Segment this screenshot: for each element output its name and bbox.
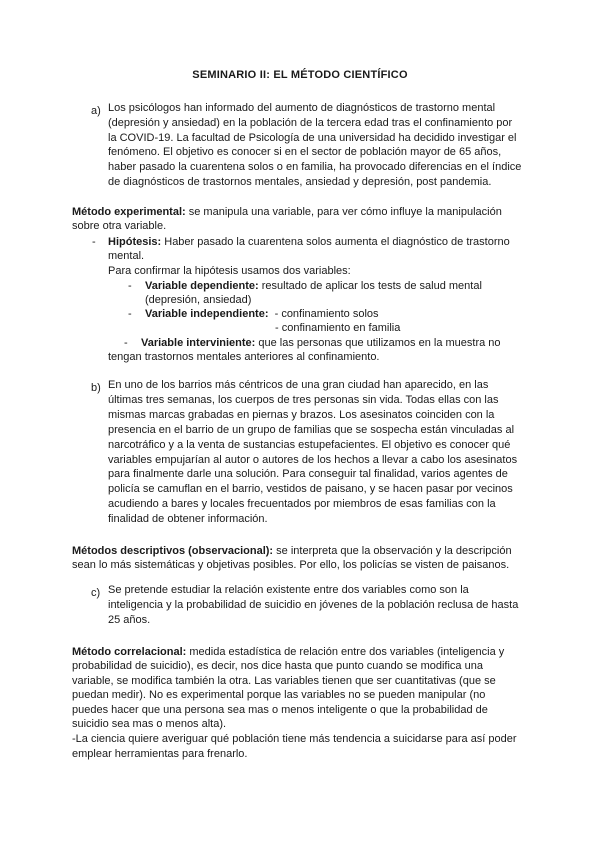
experimental-line-1 bbox=[72, 205, 502, 219]
hypothesis-line-1 bbox=[108, 235, 510, 249]
item-b-line: últimas tres semanas, los cuerpos de tres personas sin vida. Todas ellas con las bbox=[108, 393, 499, 406]
item-b-line: narcotráfico y a la venta de sustancias estupefacientes. El objetivo es conocer qué bbox=[108, 438, 511, 451]
item-b-marker: b) bbox=[91, 382, 101, 394]
correlational-line: puedes hacer que una persona sea mas o menos inteligente o que la probabilidad de bbox=[72, 703, 488, 716]
experimental-text: se manipula una variable, para ver cómo influye la manipulación bbox=[185, 206, 502, 218]
descriptive-label: Métodos descriptivos (observacional): bbox=[72, 545, 274, 557]
item-a-text bbox=[108, 101, 521, 190]
item-a-line: la COVID-19. La facultad de Psicología de una universidad ha decidido investigar el bbox=[108, 131, 517, 144]
dependent-text: resultado de aplicar los tests de salud mental bbox=[261, 280, 482, 292]
document-title: SEMINARIO II: EL MÉTODO CIENTÍFICO bbox=[192, 69, 408, 81]
correlational-line: probabilidad de suicidio), es decir, nos dice hasta que punto cuando se modifica una bbox=[72, 660, 483, 672]
correlational-line: emplear herramientas para frenarlo. bbox=[72, 747, 248, 760]
item-a-line: de diagnósticos de trastornos mentales, ansiedad y depresión, post pandemia. bbox=[108, 175, 492, 188]
hypothesis-label: Hipótesis: bbox=[108, 236, 162, 248]
correlational-body bbox=[72, 659, 517, 761]
correlational-line-1 bbox=[72, 645, 504, 659]
item-a-line: haber pasado la cuarentena solos o en familia, ha provocado diferencias en el índice bbox=[108, 161, 522, 174]
item-c-marker: c) bbox=[91, 587, 101, 599]
item-b-line: policía se camuflan en el barrio, vestidos de paisano, y se hacen pasar por vecinos bbox=[108, 483, 513, 496]
experimental-line-2: sobre otra variable. bbox=[72, 220, 167, 232]
intervening-label: Variable interviniente: bbox=[141, 337, 256, 349]
item-c-text bbox=[108, 583, 518, 628]
item-b-line: mismas marcas grabadas en piernas y brazos. Los asesinatos coinciden con la bbox=[108, 408, 495, 421]
item-a-marker: a) bbox=[91, 105, 101, 117]
item-a-line: (depresión y ansiedad) en la población de la tercera edad tras el confinamiento por bbox=[108, 116, 513, 129]
item-a-line: fenómeno. El objetivo es conocer si en el sector de población mayor de 65 años, bbox=[108, 146, 502, 159]
intervening-line-2: tengan trastornos mentales anteriores al confinamiento. bbox=[108, 351, 380, 363]
item-b-line: finalidad de obtener información. bbox=[108, 513, 268, 526]
correlational-text: medida estadística de relación entre dos variables (inteligencia y bbox=[186, 646, 505, 658]
experimental-label: Método experimental: bbox=[72, 206, 186, 218]
item-b-text bbox=[108, 378, 517, 527]
independent-value-2: - confinamiento en familia bbox=[275, 322, 401, 334]
correlational-label: Método correlacional: bbox=[72, 646, 187, 658]
dependent-line-2: (depresión, ansiedad) bbox=[145, 294, 252, 306]
dependent-label: Variable dependiente: bbox=[145, 280, 262, 292]
item-c-line: 25 años. bbox=[108, 614, 151, 626]
correlational-line: variable, se modifica también la otra. Las variables tienen que ser cuantitativas (que se bbox=[72, 674, 496, 687]
independent-line-1 bbox=[145, 307, 379, 321]
item-b-line: En uno de los barrios más céntricos de una gran ciudad han aparecido, en las bbox=[108, 379, 489, 391]
independent-label: Variable independiente: bbox=[145, 308, 269, 320]
descriptive-line-1 bbox=[72, 544, 512, 558]
item-b-line: variables empujarían al autor o autores de los hechos a llevar a cabo los asesinatos bbox=[108, 453, 518, 466]
hypothesis-intro: Para confirmar la hipótesis usamos dos variables: bbox=[108, 265, 351, 277]
intervening-bullet: - bbox=[124, 337, 128, 349]
item-a-line: Los psicólogos han informado del aumento de diagnósticos de trastorno mental bbox=[108, 102, 496, 114]
hypothesis-bullet: - bbox=[92, 236, 96, 248]
independent-value-1: - confinamiento solos bbox=[268, 308, 379, 320]
item-b-line: acudiendo a bares y locales frecuentados por miembros de esas familias con la bbox=[108, 498, 496, 511]
correlational-line: puedan medir). No es experimental porque las variables no se pueden manipular (no bbox=[72, 689, 486, 702]
independent-bullet: - bbox=[128, 308, 132, 320]
correlational-line: -La ciencia quiere averiguar qué población tiene más tendencia a suicidarse para así poder bbox=[72, 732, 517, 745]
hypothesis-line-2: mental. bbox=[108, 250, 145, 262]
item-c-line: Se pretende estudiar la relación existente entre dos variables como son la bbox=[108, 584, 469, 596]
correlational-line: suicidio sea mas o menos alta). bbox=[72, 718, 227, 731]
hypothesis-text: Haber pasado la cuarentena solos aumenta el diagnóstico de trastorno bbox=[161, 236, 510, 248]
item-b-line: para finalmente darle una solución. Para conseguir tal finalidad, varios agentes de bbox=[108, 468, 508, 481]
item-c-line: inteligencia y la probabilidad de suicidio en jóvenes de la población reclusa de hasta bbox=[108, 599, 519, 611]
intervening-line-1 bbox=[141, 336, 501, 350]
dependent-bullet: - bbox=[128, 280, 132, 292]
descriptive-text: se interpreta que la observación y la descripción bbox=[273, 545, 512, 557]
dependent-line-1 bbox=[145, 279, 482, 293]
item-b-line: presencia en el barrio de un grupo de familias que se sospecha están vinculadas al bbox=[108, 423, 515, 436]
intervening-text: que las personas que utilizamos en la muestra no bbox=[255, 337, 501, 349]
descriptive-line-2: sean lo más sistemáticas y objetivas posibles. Por ello, los policías se visten de paisanos. bbox=[72, 559, 510, 571]
